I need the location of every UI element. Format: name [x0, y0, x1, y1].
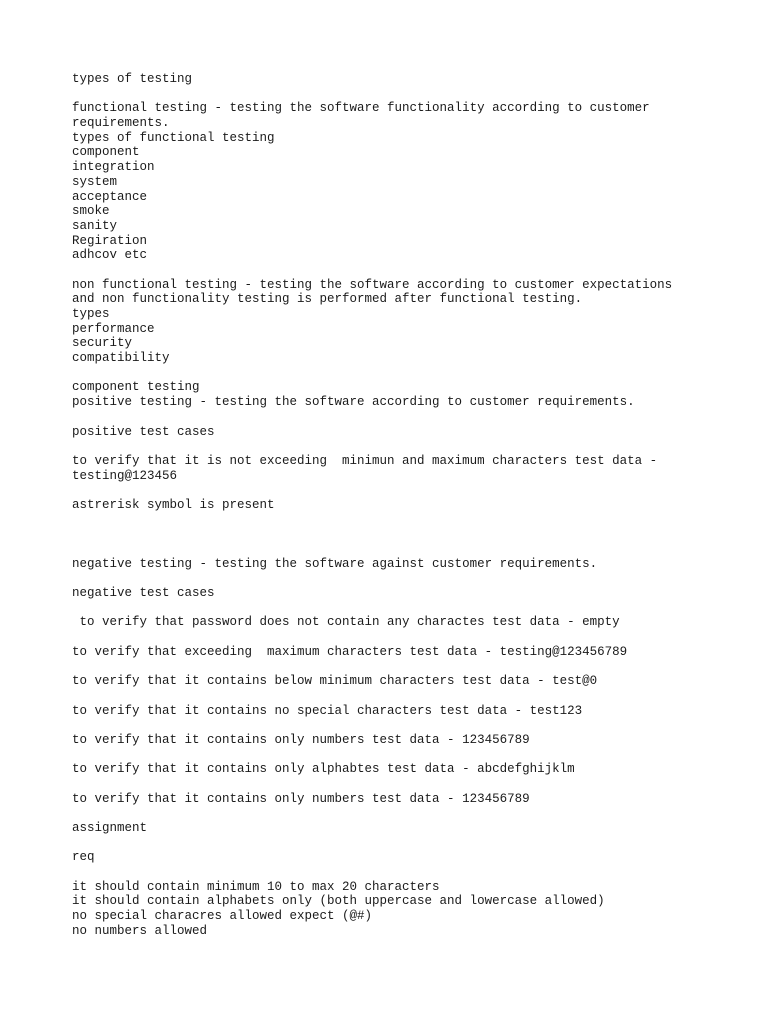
text-line: to verify that it is not exceeding minimun and maximum characters test data -: [72, 453, 658, 468]
paragraph: [72, 880, 712, 939]
text-line: to verify that it contains no special characters test data - test123: [72, 703, 583, 718]
paragraph: [72, 425, 712, 440]
paragraph: [72, 645, 712, 660]
paragraph: [72, 72, 712, 87]
text-line: to verify that it contains only numbers test data - 123456789: [72, 732, 530, 747]
text-line: to verify that password does not contain any charactes test data - empty: [72, 615, 620, 630]
paragraph: [72, 762, 712, 777]
paragraph: [72, 557, 712, 572]
text-line: astrerisk symbol is present: [72, 497, 275, 512]
text-line: negative test cases: [72, 586, 215, 600]
text-line: negative testing - testing the software against customer requirements.: [72, 556, 598, 571]
text-line: integration: [72, 160, 155, 175]
paragraph: [72, 674, 712, 689]
paragraph: [72, 278, 712, 366]
paragraph: [72, 850, 712, 865]
text-line: it should contain minimum 10 to max 20 characters: [72, 879, 440, 894]
text-line: Regiration: [72, 233, 148, 248]
text-line: req: [72, 850, 95, 865]
text-line: no numbers allowed: [72, 923, 208, 938]
text-line: positive testing - testing the software according to customer requirements.: [72, 395, 635, 410]
text-line: component: [72, 145, 140, 160]
text-line: system: [72, 174, 118, 189]
text-line: security: [72, 336, 133, 351]
paragraph: [72, 821, 712, 836]
text-line: types of functional testing: [72, 130, 275, 145]
text-line: compatibility: [72, 351, 170, 366]
text-line: to verify that it contains only numbers test data - 123456789: [72, 791, 530, 806]
paragraph: [72, 792, 712, 807]
text-line: types: [72, 307, 110, 321]
text-line: no special characres allowed expect (@#): [72, 909, 373, 924]
text-line: adhcov etc: [72, 248, 148, 263]
paragraph: [72, 454, 712, 483]
text-line: smoke: [72, 204, 110, 219]
text-line: testing@123456: [72, 468, 178, 483]
text-line: non functional testing - testing the software according to customer expectations: [72, 277, 673, 292]
paragraph: [72, 380, 712, 409]
paragraph: [72, 733, 712, 748]
text-line: positive test cases: [72, 424, 215, 439]
text-line: and non functionality testing is performed after functional testing.: [72, 292, 583, 307]
paragraph: [72, 615, 712, 630]
text-line: performance: [72, 321, 155, 336]
paragraph: [72, 498, 712, 513]
paragraph: [72, 586, 712, 601]
text-line: acceptance: [72, 189, 148, 204]
text-line: to verify that it contains below minimum characters test data - test@0: [72, 674, 598, 689]
text-line: to verify that it contains only alphabtes test data - abcdefghijklm: [72, 762, 575, 777]
text-line: types of testing: [72, 72, 193, 86]
text-line: it should contain alphabets only (both uppercase and lowercase allowed): [72, 894, 605, 909]
paragraph: [72, 704, 712, 719]
text-line: requirements.: [72, 116, 170, 131]
text-line: component testing: [72, 380, 200, 395]
paragraph: [72, 101, 712, 263]
text-line: sanity: [72, 218, 118, 233]
document-body: [72, 72, 712, 953]
text-line: assignment: [72, 821, 148, 835]
text-line: to verify that exceeding maximum characters test data - testing@123456789: [72, 644, 628, 659]
text-line: functional testing - testing the software functionality according to customer: [72, 101, 650, 116]
